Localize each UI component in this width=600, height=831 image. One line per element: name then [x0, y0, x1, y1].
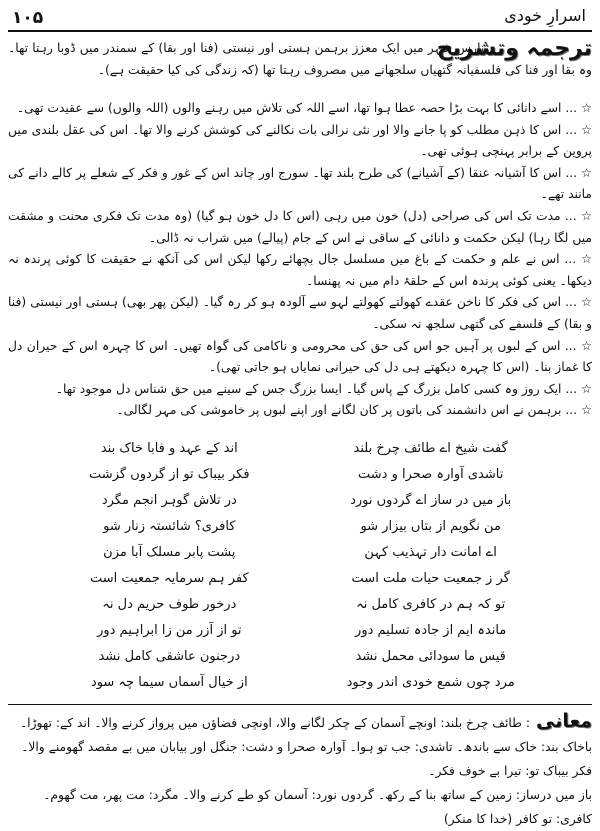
paragraph-2: ☆ ... اسے دانائی کا بہت بڑا حصہ عطا ہوا تھا، اسے اللہ کی تلاش میں رہنے والوں (اللہ والوں) سے عقیدت تھی۔ [16, 101, 592, 115]
hemistich-first: قیس ما سودائی محمل نشد [355, 649, 506, 664]
couplet [58, 514, 542, 540]
glossary-section [8, 704, 592, 831]
hemistich-first: من نگویم از بتاں بیزار شو [360, 519, 501, 534]
hemistich-first: تو کہ ہم در کافری کامل نہ [356, 597, 506, 612]
commentary-body [8, 98, 592, 422]
hemistich-second: فکر بیباک تو از گردوں گزشت [89, 467, 250, 482]
hemistich-second: اند کے عہد و فابا خاک بند [100, 441, 238, 456]
couplet [58, 462, 542, 488]
couplet [58, 436, 542, 462]
glossary-text: : طائف چرخ بلند: اونچے آسمان کے چکر لگانے والا، اونچی فضاؤں میں پرواز کرنے والا۔ اند کے: تھوڑا۔ باخاک بند: خاک سے باندھ۔ تاشدی: جب تو ہوا۔ آوارہ صحرا و دشت: جنگل اور بیابان میں بے مقصد گھومنے والا۔ فکر بیباک تو: تیرا بے خوف فکر۔ [19, 716, 592, 778]
running-title: اسرارِ خودی [504, 6, 586, 25]
verse-block [58, 436, 542, 698]
hemistich-second: در تلاش گوہر انجم مگرد [101, 493, 237, 508]
hemistich-first: اے امانت دار تہذیب کہن [364, 545, 497, 560]
hemistich-second: درخور طوف حریم دل نہ [102, 597, 237, 612]
hemistich-first: گر ز جمعیت حیات ملت است [351, 571, 510, 586]
hemistich-first: ماندہ ایم از جادہ تسلیم دور [355, 623, 507, 638]
couplet [58, 670, 542, 696]
paragraph-4: ☆ ... اس کا آشیانہ عنقا (کے آشیانے) کی طرح بلند تھا۔ سورج اور چاند اس کے غور و فکر کے شعلے پر کالے دانے کی مانند تھے۔ [8, 165, 592, 202]
paragraph-10: ☆ ... برہمن نے اس دانشمند کی باتوں پر کان لگانے اور اپنے لبوں پر خاموشی کی مہر لگالی۔ [116, 403, 592, 418]
glossary-line-1 [8, 709, 592, 783]
hemistich-first: گفت شیخ اے طائف چرخ بلند [353, 441, 508, 456]
paragraph-6: ☆ ... اس نے علم و حکمت کے باغ میں مسلسل جال بچھائے رکھا لیکن اس کی آنکھ نے حقیقت کا کوئی پرندہ نہ دیکھا۔ یعنی کوئی پرندہ اس کے حلقۂ دام میں نہ پھنسا۔ [8, 252, 592, 288]
paragraph-3: ☆ ... اس کا ذہن مطلب کو پا جانے والا اور نئی نرالی بات نکالنے کی کوشش کرنے والا تھا۔ اس کی عقل بلندی میں پروین کے برابر پہنچی ہوئی تھی۔ [8, 122, 592, 159]
paragraph-9: ☆ ... ایک روز وہ کسی کامل بزرگ کے پاس گیا۔ ایسا بزرگ جس کے سینے میں حق شناس دل موجود تھا۔ [55, 381, 592, 396]
hemistich-second: کفر ہم سرمایہ جمعیت است [89, 571, 249, 586]
paragraph-5: ☆ ... مدت تک اس کی صراحی (دل) خون میں رہی (اس کا دل خون ہو گیا) (وہ مدت تک فکری محنت و مشقت میں لگا رہا) لیکن حکمت و دانائی کے ساقی نے اس کے جام (پیالے) میں شراب نہ ڈالی۔ [8, 208, 592, 245]
translation-heading: ترجمہ وتشریح [436, 36, 592, 61]
couplet [58, 540, 542, 566]
page-header [8, 6, 592, 32]
couplet [58, 644, 542, 670]
hemistich-second: کافری؟ شائستہ زنار شو [103, 519, 236, 534]
hemistich-first: مرد چوں شمع خودی اندر وجود [346, 675, 515, 690]
page-number: ۱۰۵ [12, 8, 44, 28]
hemistich-first: تاشدی آوارہ صحرا و دشت [358, 467, 504, 482]
hemistich-second: پشت پابر مسلک آبا مزن [103, 545, 236, 560]
paragraph-8: ☆ ... اس کے لبوں پر آہیں جو اس کی حق کی محرومی و ناکامی کی گواہ تھیں۔ اس کا چہرہ اس کے حیران دل کا غماز بنا۔ (اس کا چہرہ دیکھتے ہی دل کی حیرانی نمایاں ہو جاتی تھی)۔ [8, 338, 592, 375]
glossary-heading: معانی [536, 710, 592, 732]
hemistich-second: تو از آزر من زا ابراہیم دور [97, 623, 242, 638]
hemistich-second: از خیال آسماں سیما چہ سود [90, 675, 248, 690]
couplet [58, 566, 542, 592]
paragraph-7: ☆ ... اس کی فکر کا ناخن عقدے کھولتے کھولتے لہو سے آلودہ ہو کر رہ گیا۔ (لیکن پھر بھی) ہستی اور نیستی (فنا و بقا) کے فلسفے کی گتھی سلجھ نہ سکی۔ [8, 295, 592, 331]
couplet [58, 592, 542, 618]
hemistich-first: باز میں در ساز اے گردوں نورد [350, 493, 512, 508]
paragraph-1: بنارس شہر میں ایک معزز برہمن ہستی اور نیستی (فنا اور بقا) کے سمندر میں ڈوبا رہتا تھا۔ وہ بقا اور فنا کی فلسفیانہ گتھیاں سلجھانے میں مصروف رہتا تھا (کہ زندگی کی کیا حقیقت ہے)۔ [8, 41, 592, 77]
glossary-line-2: باز میں درساز: زمین کے ساتھ بنا کے رکھ۔ گردوں نورد: آسمان کو طے کرنے والا۔ مگرد: مت پھر، مت گھوم۔ کافری: تو کافر (خدا کا منکر) [43, 788, 592, 826]
couplet [58, 618, 542, 644]
commentary-paragraph [8, 38, 592, 81]
hemistich-second: درجنون عاشقی کامل نشد [98, 649, 241, 664]
couplet [58, 488, 542, 514]
